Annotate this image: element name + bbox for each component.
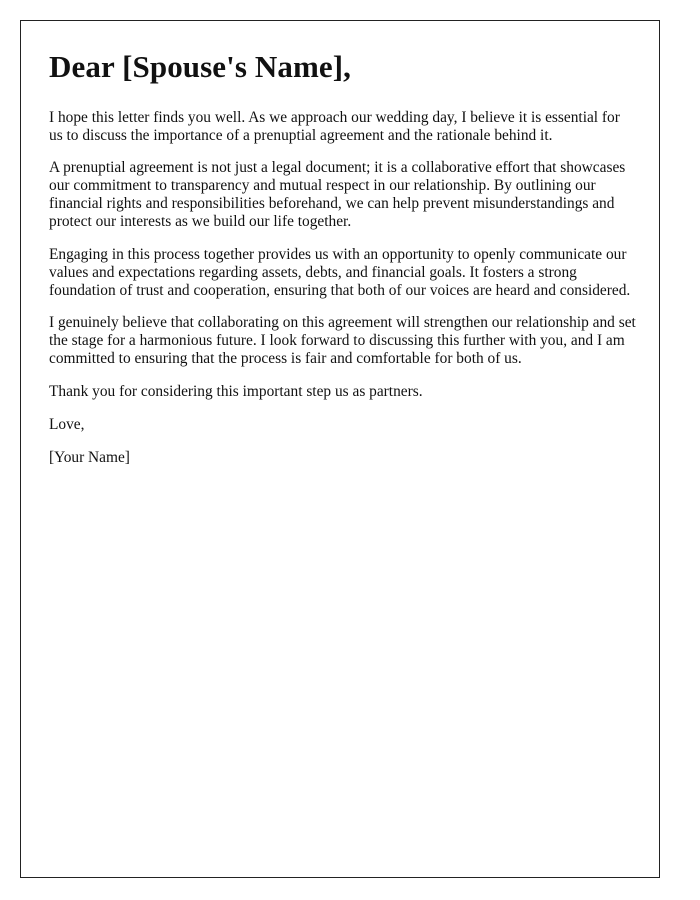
letter-paragraph-3: Engaging in this process together provides us with an opportunity to openly communicate our values and expectations regarding assets, debts, and financial goals. It fosters a strong foundation of trust and cooperation, ensuring that both of our voices are heard and considered. xyxy=(49,245,631,299)
letter-signature: [Your Name] xyxy=(49,448,130,466)
letter-paragraph-1: I hope this letter finds you well. As we approach our wedding day, I believe it is essential for us to discuss the importance of a prenuptial agreement and the rationale behind it. xyxy=(49,108,620,144)
letter-paragraph-5: Thank you for considering this important step us as partners. xyxy=(49,382,423,400)
letter-paragraph-4: I genuinely believe that collaborating on this agreement will strengthen our relationship and set the stage for a harmonious future. I look forward to discussing this further with you, and I am committed to ensuring that the process is fair and comfortable for both of us. xyxy=(49,314,636,368)
letter-closing: Love, xyxy=(49,415,85,433)
letter-page xyxy=(20,20,660,878)
letter-paragraph-2: A prenuptial agreement is not just a legal document; it is a collaborative effort that showcases our commitment to transparency and mutual respect in our relationship. By outlining our financial rights and responsibilities beforehand, we can help prevent misunderstandings and protect our interests as we build our life together. xyxy=(49,159,626,230)
letter-content xyxy=(49,49,637,467)
letter-salutation: Dear [Spouse's Name], xyxy=(49,49,352,84)
